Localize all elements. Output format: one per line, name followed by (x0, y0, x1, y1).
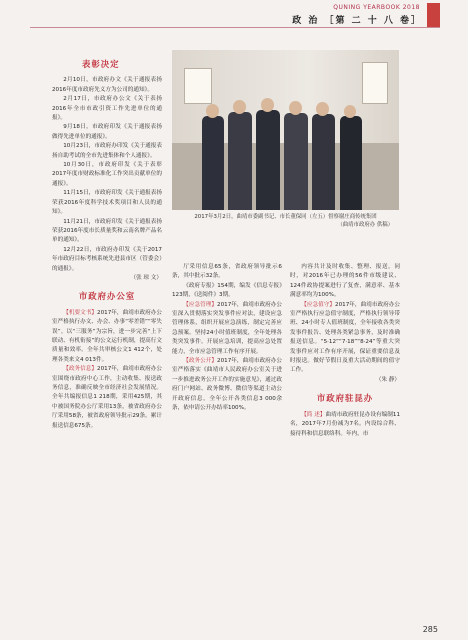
news-photo (172, 50, 399, 210)
paragraph: 内容共计及时收集、整理、报送，同时，对2016年已办理的56件市级建议、124件政协提案进行了复查，满意率、基本满意率均为100%。 (290, 264, 400, 299)
caption-credit: （曲靖市政府办 供稿） (337, 222, 393, 228)
column-2 (172, 263, 282, 414)
paragraph (290, 301, 400, 376)
caption-line: 2017年3月2日，曲靖市委副书记、市长董保同（左五）督察谢庄商传统集团 (194, 214, 377, 220)
signature: （朱 静） (375, 376, 400, 383)
entry-label: 【政务公开】 (183, 358, 218, 365)
paragraph: 10月30日，市政府印发《关于表彰2017年度市财政标准化工作突出贡献单位的通报》。 (52, 162, 162, 187)
entry-text: 2017年，曲靖市政府办公室严格执行应急值守制度，严格执行领导带班、24小时专人值班制度，全年接收各类突发事件报告、处理各类紧急事务，及时准确报送信息。“5·12”“7·18”“8·24”等重大突发事件应对工作有序开展，保证重要信息及时报送。做好节假日及重大活动期间的值守工作。 (290, 301, 400, 374)
paragraph: 10月23日，市政府办印发《关于通报表扬自助考试的全市先进集体和个人通报》。 (52, 143, 162, 159)
entry-label: 【应急管理】 (183, 301, 218, 308)
photo-caption (172, 213, 399, 229)
poster (362, 62, 388, 104)
entry-text: 2017年，曲靖市政府办公室深入贯彻落实突发事件应对法，建设应急管理体系，组织开展应急演练，制定完善应急预案。坚持24小时值班制度，全年处理各类突发事件。开展应急培训，提高应急处置能力，全市应急管理工作有序开展。 (172, 301, 282, 355)
entry-text: 2017年，曲靖市政府办公室严格执行办文、办会、办事“零差错”“零失误”。以“三服务”为宗旨，进一步完善“上下联动、有机衔接”的公文运行机制，提高行文质量和效率。全年共审核公文1 412个，处理各类来文4 013件。 (52, 309, 162, 363)
column-1 (52, 48, 162, 431)
paragraph (52, 365, 162, 431)
section-title-kunming-office: 市政府驻昆办 (316, 393, 374, 404)
entry-label: 【简 述】 (301, 411, 326, 418)
header-english: QUNING YEARBOOK 2018 (333, 4, 420, 11)
entry-label: 【政务信息】 (63, 366, 98, 373)
paragraph: 9月18日，市政府印发《关于通报表扬做得先进单位的通报》。 (52, 124, 162, 140)
section-title-commendations: 表彰决定 (82, 59, 120, 69)
paragraph: 11月21日，市政府印发《关于通报表扬荣获2016年度市长质量奖和云南名牌产品名单的通知》。 (52, 218, 162, 244)
page-number: 285 (422, 625, 438, 634)
paragraph (172, 301, 282, 357)
entry-label: 【应急值守】 (301, 301, 336, 308)
entry-text: 曲靖市政府驻昆办设有编制11名，2017年7月份减为7名。内设综合科、接待科和信息联络科。年内，市 (290, 411, 400, 437)
entry-text: 2017年，曲靖市政府办公室围绕市政府中心工作，主动收集、报送政务信息，准确反映全市经济社会发展情况。全年共编报信息1 218期，采用425期，其中被国务院办公厅采用13条，被省政府办公厅采用58条，被省政府领导批示29条。累计报送信息675条。 (52, 366, 162, 429)
paragraph (172, 357, 282, 413)
header-chinese: 政 治 ［第 二 十 八 卷］ (292, 16, 422, 26)
paragraph: 2月17日，市政府办公文《关于表扬2016年全市市政引资工作先进单位的通报》。 (52, 96, 162, 122)
paragraph (52, 309, 162, 365)
paragraph: 12月22日，市政府办印发《关于2017年市政府目标考核系统先进县市区（管委会）的通报》。 (52, 246, 162, 272)
signature: （张 琼 文） (130, 274, 162, 281)
header-rule (30, 27, 440, 28)
paragraph: 《政府专报》154期，编发《信息专报》123期，《送阅件》3期。 (172, 282, 282, 299)
entry-label: 【机要文书】 (63, 309, 98, 316)
poster (184, 68, 212, 104)
paragraph: 2月10日，市政府办文《关于通报表扬2016年度市政府先义方为公司的通知》。 (52, 77, 162, 93)
header-color-tab (427, 3, 440, 27)
column-3 (290, 263, 400, 439)
paragraph: 11月15日，市政府印发《关于通报表扬荣获2016年度科学技术奖项目和人员的通知》。 (52, 190, 162, 216)
paragraph (290, 411, 400, 439)
paragraph: 厅采用信息65条，省政府领导批示6条，其中批示32条。 (172, 264, 282, 280)
section-title-general-office: 市政府办公室 (78, 291, 136, 302)
entry-text: 2017年，曲靖市政府办公室严格落实《曲靖市人民政府办公室关于进一步推进政务公开工作的实施意见》，通过政府门户网站、政务微博、微信等渠道主动公开政府信息，全年公开各类信息3 000余条，依申请公开办结率100%。 (172, 358, 282, 412)
